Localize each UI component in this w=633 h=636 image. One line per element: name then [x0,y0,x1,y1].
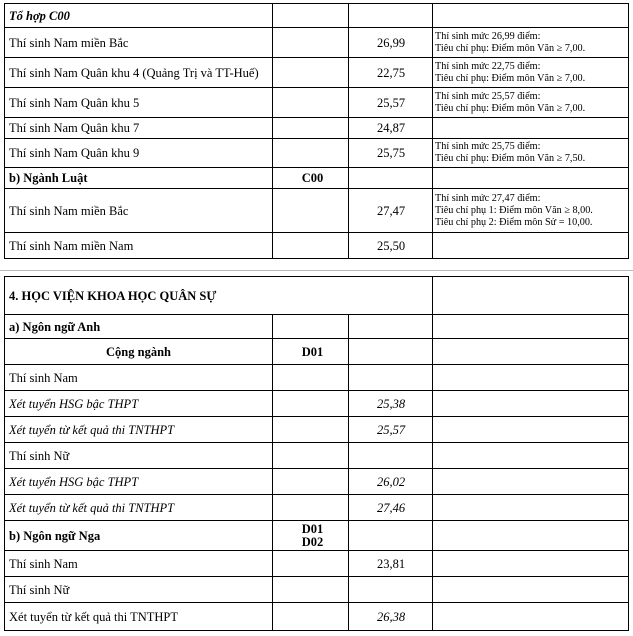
candidate-group: Thí sinh Nam Quân khu 7 [5,118,273,139]
gender-group: Thí sinh Nam [5,365,273,391]
table-row [5,233,629,259]
score: 26,38 [349,603,433,631]
criteria-note: Thí sinh mức 26,99 điểm: Tiêu chí phụ: Điểm môn Văn ≥ 7,00. [433,28,629,58]
candidate-group: Thí sinh Nam Quân khu 9 [5,139,273,168]
major-label: b) Ngành Luật [5,168,273,189]
admission-table-lower [4,276,629,631]
table-row [5,118,629,139]
score: 26,02 [349,469,433,495]
page-gap [0,262,633,276]
institution-title: 4. HỌC VIỆN KHOA HỌC QUÂN SỰ [5,277,433,315]
subject-code: D01 [273,339,349,365]
major-label: b) Ngôn ngữ Nga [5,521,273,551]
score: 25,57 [349,88,433,118]
score: 27,47 [349,189,433,233]
score: 22,75 [349,58,433,88]
major-label: a) Ngôn ngữ Anh [5,315,273,339]
score: 25,57 [349,417,433,443]
table-row [5,391,629,417]
table-row [5,58,629,88]
combined-major-label: Cộng ngành [5,339,273,365]
candidate-group: Thí sinh Nam Quân khu 4 (Quảng Trị và TT-Huế) [5,58,273,88]
table-row [5,603,629,631]
admission-method: Xét tuyển HSG bậc THPT [5,469,273,495]
gender-group: Thí sinh Nữ [5,443,273,469]
section-header-c00: Tổ hợp C00 [5,4,273,28]
criteria-note: Thí sinh mức 25,75 điểm: Tiêu chí phụ: Điểm môn Văn ≥ 7,50. [433,139,629,168]
admission-method: Xét tuyển từ kết quả thi TNTHPT [5,603,273,631]
score: 25,38 [349,391,433,417]
gender-group: Thí sinh Nam [5,551,273,577]
page-divider [0,270,633,271]
criteria-note: Thí sinh mức 25,57 điểm: Tiêu chí phụ: Điểm môn Văn ≥ 7,00. [433,88,629,118]
score: 25,50 [349,233,433,259]
admission-table-upper [4,3,629,259]
admission-method: Xét tuyển HSG bậc THPT [5,391,273,417]
score: 25,75 [349,139,433,168]
table-row [5,551,629,577]
admission-method: Xét tuyển từ kết quả thi TNTHPT [5,417,273,443]
admission-method: Xét tuyển từ kết quả thi TNTHPT [5,495,273,521]
criteria-note: Thí sinh mức 22,75 điểm: Tiêu chí phụ: Điểm môn Văn ≥ 7,00. [433,58,629,88]
candidate-group: Thí sinh Nam miền Nam [5,233,273,259]
score: 27,46 [349,495,433,521]
table-row [5,139,629,168]
gender-group: Thí sinh Nữ [5,577,273,603]
subject-code: C00 [273,168,349,189]
table-row [5,168,629,189]
candidate-group: Thí sinh Nam miền Bắc [5,189,273,233]
table-row [5,88,629,118]
table-row [5,417,629,443]
subject-codes: D01 D02 [273,521,349,551]
table-row [5,28,629,58]
criteria-note: Thí sinh mức 27,47 điểm: Tiêu chí phụ 1: Điểm môn Văn ≥ 8,00. Tiêu chí phụ 2: Điểm môn Sử = 10,00. [433,189,629,233]
score: 24,87 [349,118,433,139]
candidate-group: Thí sinh Nam Quân khu 5 [5,88,273,118]
score: 26,99 [349,28,433,58]
score: 23,81 [349,551,433,577]
candidate-group: Thí sinh Nam miền Bắc [5,28,273,58]
table-row [5,469,629,495]
table-row [5,189,629,233]
table-row [5,495,629,521]
